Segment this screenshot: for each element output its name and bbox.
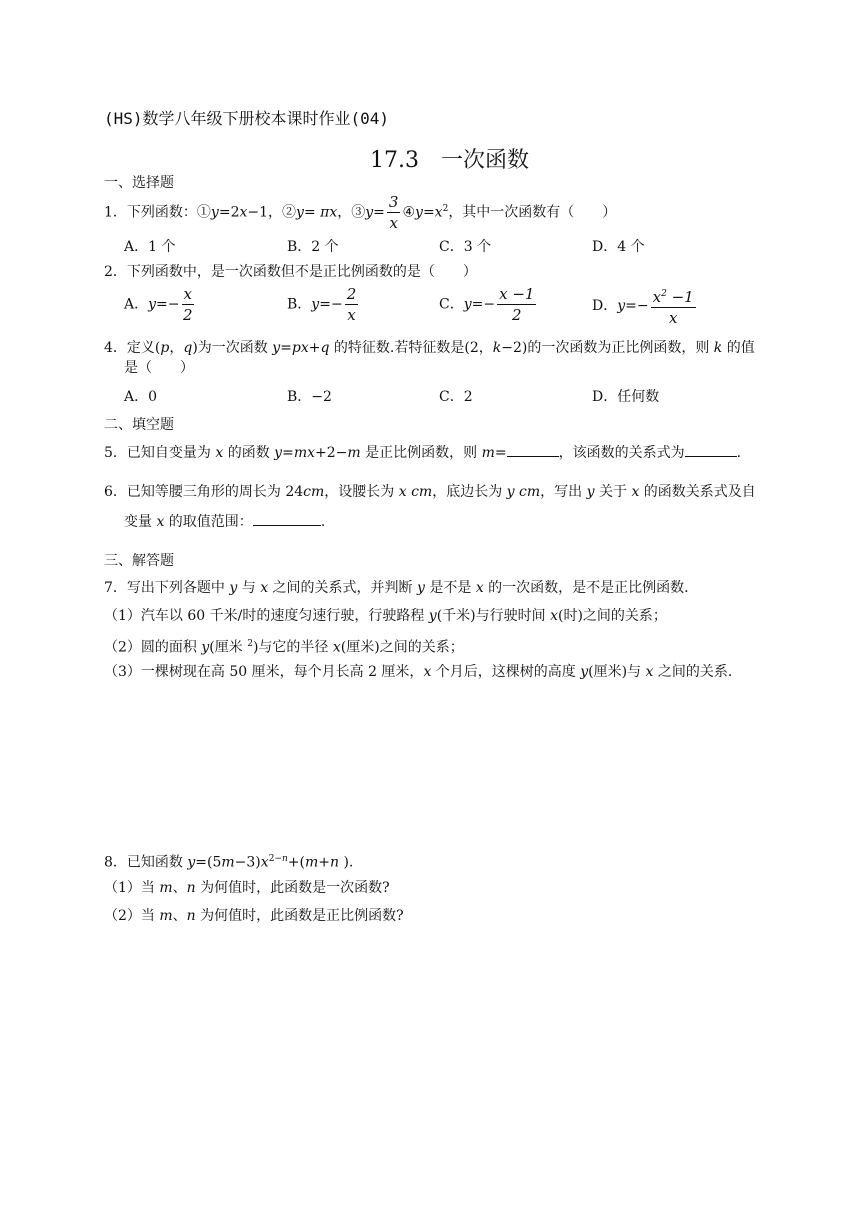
- question-7-stem: 7．写出下列各题中 y 与 x 之间的关系式，并判断 y 是不是 x 的一次函数，是不是正比例函数.: [104, 580, 689, 596]
- q1-option-b: B．2 个: [287, 239, 339, 255]
- question-5-stem: 5．已知自变量为 x 的函数 y=mx+2−m 是正比例函数，则 m= ，该函数的关系式为 .: [104, 445, 742, 461]
- q2-option-a: A．y=− $\frac{x}{2}$: [124, 285, 193, 324]
- fraction-3-over-x: $\frac{3}{x}$: [388, 193, 399, 232]
- q1-option-c: C．3 个: [439, 239, 492, 255]
- section-heading-choice: 一、选择题: [104, 175, 174, 191]
- q4-option-c: C．2: [439, 389, 473, 405]
- question-8-part-1: （1）当 m、n 为何值时，此函数是一次函数?: [104, 880, 390, 896]
- question-7-part-1: （1）汽车以 60 千米/时的速度匀速行驶，行驶路程 y(千米)与行驶时间 x(时)之间的关系；: [104, 608, 667, 624]
- q2-option-b: B．y=− $\frac{2}{x}$: [287, 285, 357, 324]
- page-title: 17.3 一次函数: [370, 148, 529, 173]
- section-heading-fill: 二、填空题: [104, 417, 174, 433]
- q1-option-a: A．1 个: [124, 239, 176, 255]
- question-4-stem-line1: 4．定义(p，q)为一次函数 y=px+q 的特征数.若特征数是(2，k−2)的一次函数为正比例函数，则 k 的值: [104, 340, 755, 356]
- q2-option-c: C．y=− $\frac{x -1}{2}$: [439, 285, 535, 324]
- question-1-stem: 1．下列函数：①y=2x−1，②y= πx，③y= $\frac{3}{x}$ $④y=x^2$，其中一次函数有（ ）: [104, 193, 617, 232]
- q4-option-a: A．0: [124, 389, 158, 405]
- question-6-line2: 变量 x 的取值范围： .: [124, 514, 326, 530]
- q4-option-d: D．任何数: [592, 389, 660, 405]
- q4-option-b: B．−2: [287, 389, 332, 405]
- worksheet-subtitle: (HS)数学八年级下册校本课时作业(04): [104, 109, 390, 128]
- question-8-stem: 8．已知函数 $y=(5m-3)x^{2-n}+(m+n$ ).: [104, 854, 354, 871]
- answer-blank[interactable]: [685, 444, 737, 457]
- answer-blank[interactable]: [507, 444, 559, 457]
- question-4-stem-line2: 是（ ）: [124, 360, 194, 376]
- section-heading-solve: 三、解答题: [104, 553, 174, 569]
- question-7-part-3: （3）一棵树现在高 50 厘米，每个月长高 2 厘米，x 个月后，这棵树的高度 y(厘米)与 x 之间的关系.: [104, 664, 733, 680]
- question-2-stem: 2．下列函数中，是一次函数但不是正比例函数的是（ ）: [104, 264, 477, 280]
- q2-option-d: D．y=− $\frac{x^2 -1}{x}$: [592, 284, 698, 328]
- question-6-line1: 6．已知等腰三角形的周长为 24cm，设腰长为 x cm，底边长为 y cm，写出 y 关于 x 的函数关系式及自: [104, 484, 756, 500]
- question-7-part-2: （2）圆的面积 y(厘米 $^2$)与它的半径 x(厘米)之间的关系；: [104, 639, 464, 656]
- answer-blank[interactable]: [253, 513, 321, 526]
- question-8-part-2: （2）当 m、n 为何值时，此函数是正比例函数?: [104, 908, 404, 924]
- q1-option-d: D．4 个: [592, 239, 645, 255]
